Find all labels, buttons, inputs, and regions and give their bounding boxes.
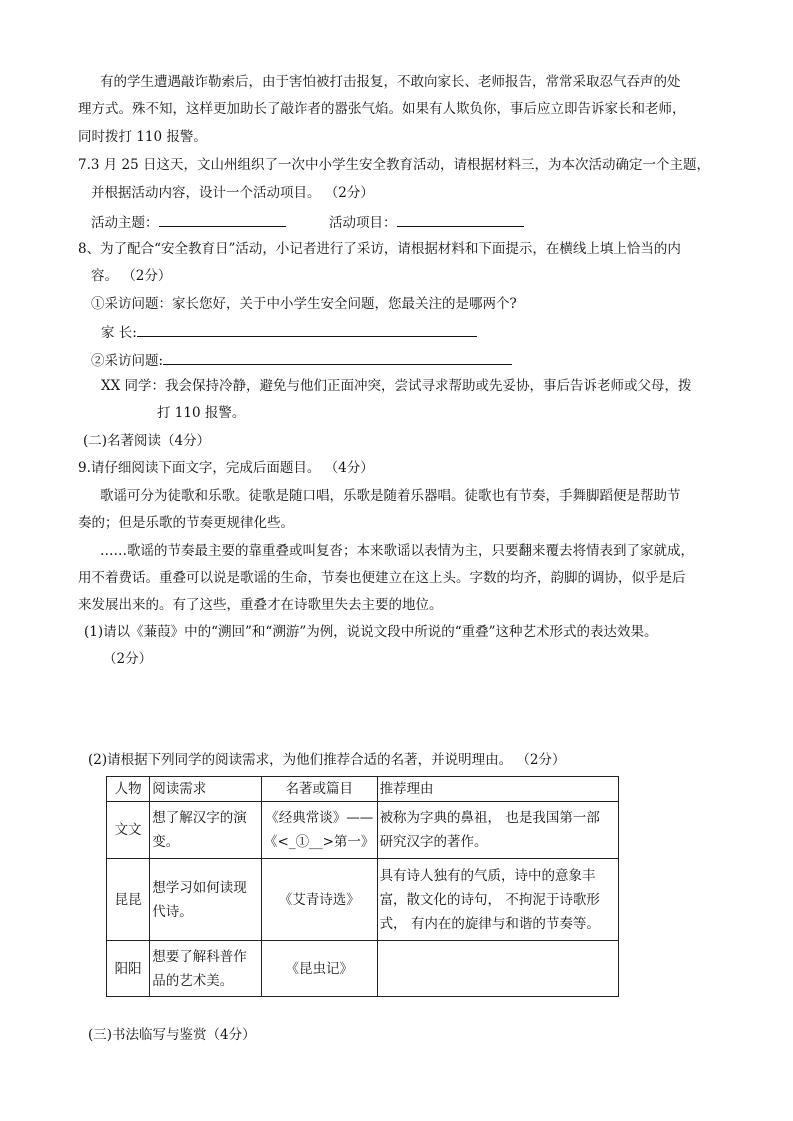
text-line: 同时拨打 110 报警。 [78,129,207,145]
interview-question-2-row [91,350,512,370]
cell-line: 变。 [152,834,180,850]
table-row [107,941,619,997]
table-header-row [107,777,619,802]
cell-line: 被称为字典的鼻祖， 也是我国第一部 [379,810,600,826]
interview-question-1: ①采访问题：家长您好，关于中小学生安全问题，您最关注的是哪两个? [91,296,517,312]
cell-person: 昆昆 [107,859,150,941]
parent-answer-blank[interactable] [137,322,477,337]
theme-label: 活动主题： [91,215,159,231]
item-answer-blank[interactable] [397,212,524,227]
cell-reason-answer[interactable] [377,941,618,997]
header-person: 人物 [107,777,150,802]
question-text: 9.请仔细阅读下面文字，完成后面题目。 （4分） [78,460,374,476]
question-text: 并根据活动内容，设计一个活动项目。 （2分） [91,185,374,201]
cell-line: 富，散文化的诗句， 不拘泥于诗歌形 [379,891,600,908]
section-title: (二)名著阅读（4分） [83,433,211,449]
cell-line: 想要了解科普作 [152,948,247,965]
cell-reason [377,802,618,859]
passage-line: ……歌谣的节奏最主要的靠重叠或叫复沓；本来歌谣以表情为主，只要翻来覆去将情表到了家就成， [100,543,694,559]
passage-line: 用不着费话。重叠可以说是歌谣的生命，节奏也便建立在这上头。字数的均齐，韵脚的调协，似乎是后 [78,570,686,586]
subquestion-2: (2)请根据下列同学的阅读需求，为他们推荐合适的名著，并说明理由。 （2分） [88,752,566,768]
cell-line: 研究汉字的著作。 [379,834,488,850]
question-text: 容。 （2分） [91,268,172,284]
passage-line: 歌谣可分为徒歌和乐歌。徒歌是随口唱，乐歌是随着乐器唱。徒歌也有节奏，手舞脚蹈便是帮助节 [100,488,681,504]
subquestion-1: (1)请以《蒹葭》中的“溯回”和“溯游”为例，说说文段中所说的“重叠”这种艺术形式的表达效果。 [84,624,658,640]
recommendation-table [106,776,619,997]
cell-book [261,859,377,941]
cell-book [261,941,377,997]
cell-line: 想了解汉字的演 [152,810,247,826]
table-row [107,802,619,859]
passage-line: 来发展出来的。有了这些，重叠才在诗歌里失去主要的地位。 [78,597,443,613]
text-line: 有的学生遭遇敲诈勒索后，由于害怕被打击报复，不敢向家长、老师报告，常常采取忍气吞声的处 [100,74,681,90]
cell-line: 具有诗人独有的气质，诗中的意象丰 [379,867,596,884]
section-title: (三)书法临写与鉴赏（4分） [88,1027,256,1043]
cell-book [261,802,377,859]
subquestion-1-score: （2分） [103,651,153,667]
cell-line: 式， 有内在的旋律与和谐的节奏等。 [379,915,600,932]
question-text: 8、为了配合“安全教育日”活动，小记者进行了采访，请根据材料和下面提示，在横线上填上恰当的内 [78,241,681,257]
item-answer-row [329,212,524,232]
passage-line: 奏的；但是乐歌的节奏更规律化些。 [78,515,294,531]
item-label: 活动项目： [329,215,397,231]
cell-reason [377,859,618,941]
header-book: 名著或篇目 [261,777,377,802]
parent-answer-row [101,322,477,342]
theme-answer-row [91,212,286,232]
theme-answer-blank[interactable] [159,212,286,227]
parent-label: 家 长: [101,325,137,341]
header-need: 阅读需求 [150,777,262,802]
student-answer: XX 同学：我会保持冷静，避免与他们正面冲突，尝试寻求帮助或先妥协，事后告诉老师或父母，拨 [101,378,692,394]
text-line: 理方式。殊不知，这样更加助长了敲诈者的嚣张气焰。如果有人欺负你，事后应立即告诉家长和老师， [78,101,686,117]
cell-need [150,859,262,941]
cell-need [150,802,262,859]
question-text: 7.3 月 25 日这天，文山州组织了一次中小学生安全教育活动，请根据材料三，为本次活动确定一个主题， [78,157,711,173]
cell-line: 《艾青诗选》 [278,891,360,908]
cell-person: 阳阳 [107,941,150,997]
cell-line: 品的艺术美。 [152,972,234,989]
table-row [107,859,619,941]
cell-line: 《经典常谈》—— [265,810,374,826]
cell-need [150,941,262,997]
interview-2-blank[interactable] [163,350,512,365]
cell-line[interactable]: 《<_①__>第一》 [264,834,375,850]
cell-line: 《昆虫记》 [285,960,353,977]
interview-2-label: ②采访问题: [91,353,164,369]
cell-line: 代诗。 [152,903,193,920]
student-answer: 打 110 报警。 [157,405,246,421]
cell-line: 想学习如何读现 [152,879,247,896]
header-reason: 推荐理由 [377,777,618,802]
cell-person: 文文 [107,802,150,859]
